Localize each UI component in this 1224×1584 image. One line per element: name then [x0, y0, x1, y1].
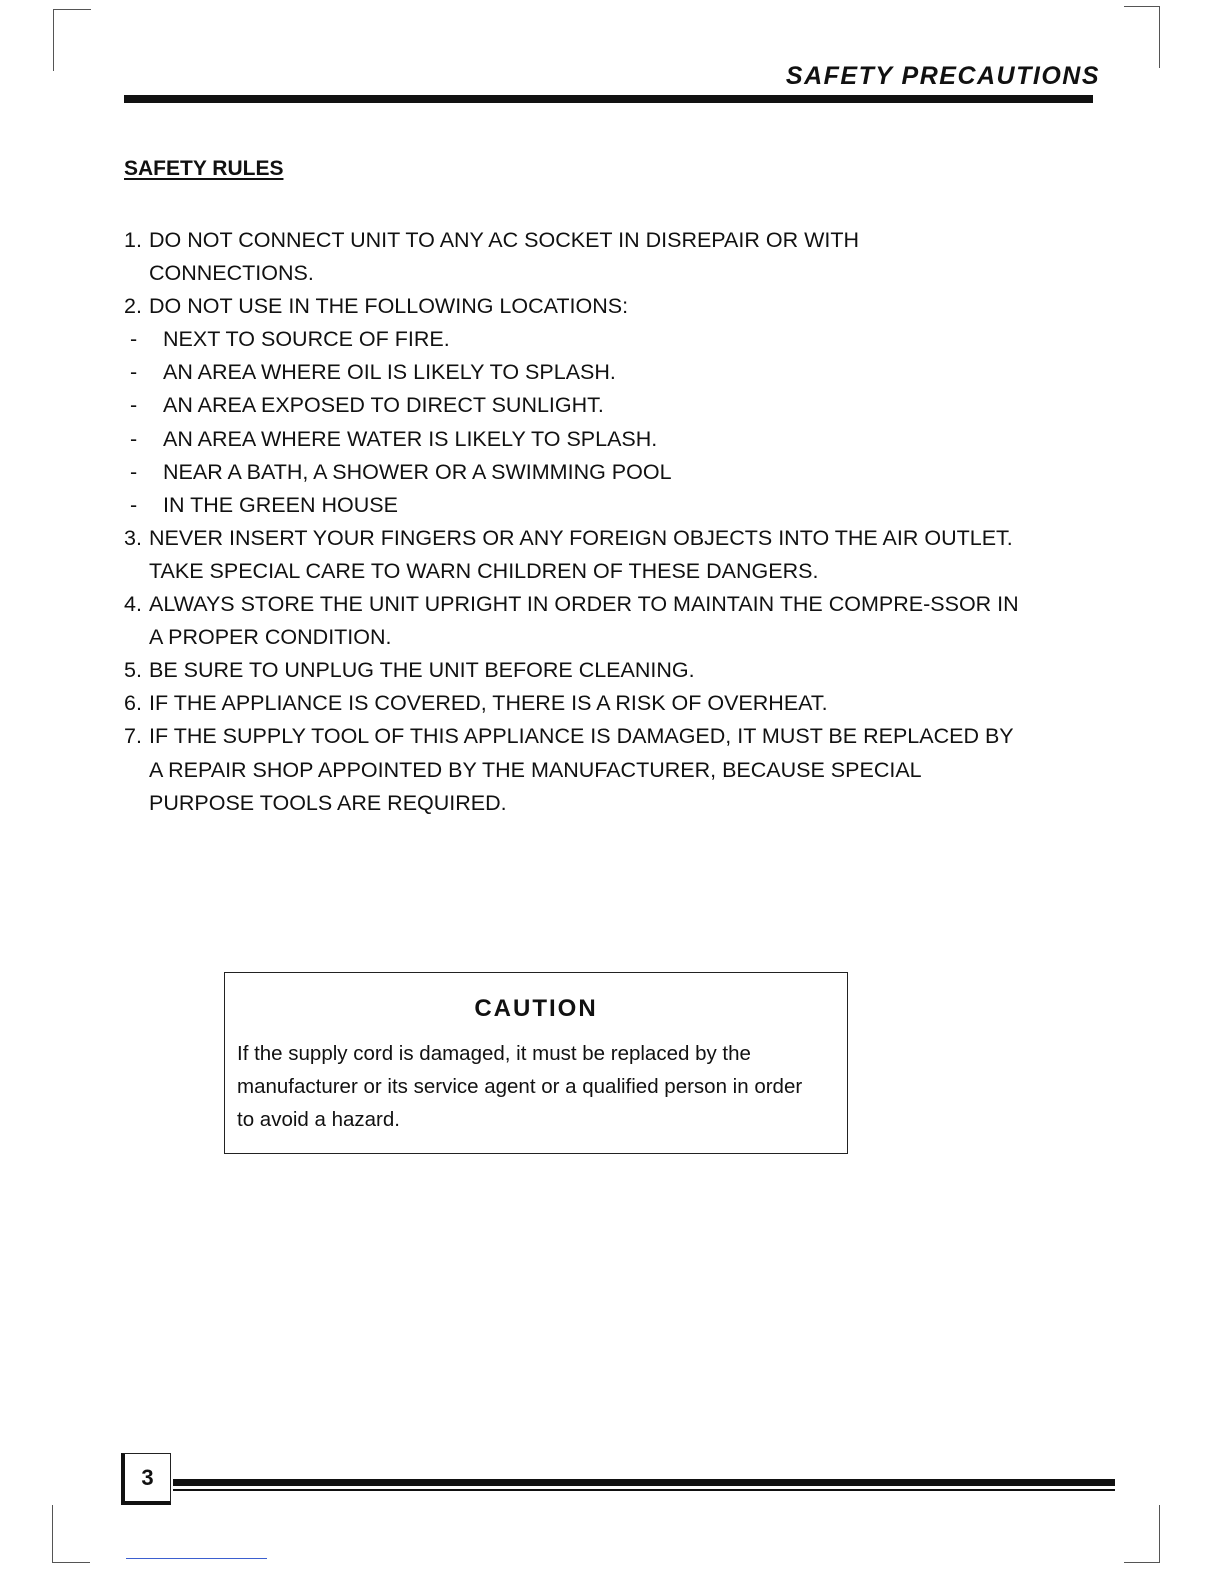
location-text: IN THE GREEN HOUSE: [163, 492, 398, 517]
rule-number: 7.: [124, 724, 142, 749]
crop-mark-top-left: [53, 9, 91, 10]
dash-marker: -: [130, 459, 138, 484]
location-text: AN AREA EXPOSED TO DIRECT SUNLIGHT.: [163, 393, 604, 418]
rule-item: [124, 720, 1024, 819]
caution-box: [224, 972, 848, 1154]
footer-divider: [173, 1479, 1115, 1486]
location-item: [124, 423, 1024, 456]
rule-number: 1.: [124, 228, 142, 252]
rule-item: [124, 224, 1024, 290]
rule-text: IF THE APPLIANCE IS COVERED, THERE IS A RISK OF OVERHEAT.: [149, 691, 828, 716]
rule-item: [124, 522, 1024, 588]
dash-marker: -: [130, 360, 138, 385]
rule-item: [124, 588, 1024, 654]
rule-text: ALWAYS STORE THE UNIT UPRIGHT IN ORDER TO MAINTAIN THE COMPRE-SSOR IN A PROPER CONDITION.: [149, 592, 1019, 650]
rule-item: [124, 654, 1024, 687]
caution-title: CAUTION: [474, 995, 598, 1022]
rule-text: NEVER INSERT YOUR FINGERS OR ANY FOREIGN OBJECTS INTO THE AIR OUTLET. TAKE SPECIAL CARE TO WARN CHILDREN OF THESE DANGERS.: [149, 525, 1013, 583]
location-text: NEAR A BATH, A SHOWER OR A SWIMMING POOL: [163, 459, 672, 484]
dash-marker: -: [130, 327, 138, 352]
crop-mark-bottom-left: [52, 1505, 53, 1563]
rule-text: IF THE SUPPLY TOOL OF THIS APPLIANCE IS DAMAGED, IT MUST BE REPLACED BY A REPAIR SHOP APPOINTED BY THE MANUFACTURER, BECAUSE SPECIAL PURPOSE TOOLS ARE REQUIRED.: [149, 724, 1014, 815]
crop-mark-bottom-right: [1159, 1505, 1160, 1563]
rule-number: 6.: [124, 691, 142, 716]
dash-marker: -: [130, 426, 138, 451]
rule-number: 2.: [124, 294, 142, 319]
crop-mark-top-right: [1159, 6, 1160, 68]
rule-item: [124, 290, 1024, 323]
safety-rules-list: [124, 224, 1024, 820]
location-item: [124, 456, 1024, 489]
location-text: AN AREA WHERE OIL IS LIKELY TO SPLASH.: [163, 360, 616, 385]
rule-text: DO NOT USE IN THE FOLLOWING LOCATIONS:: [149, 294, 629, 319]
location-item: [124, 323, 1024, 356]
dash-marker: -: [130, 393, 138, 418]
page-number: 3: [121, 1453, 171, 1505]
header-divider: [124, 95, 1093, 103]
crop-mark-top-right: [1124, 6, 1160, 7]
location-text: AN AREA WHERE WATER IS LIKELY TO SPLASH.: [163, 426, 658, 451]
footer-divider-thin: [173, 1489, 1115, 1491]
crop-mark-bottom-right: [1124, 1562, 1160, 1563]
rule-number: 4.: [124, 592, 142, 617]
location-list: [124, 323, 1024, 522]
location-text: NEXT TO SOURCE OF FIRE.: [163, 327, 450, 352]
rule-text: DO NOT CONNECT UNIT TO ANY AC SOCKET IN DISREPAIR OR WITH CONNECTIONS.: [149, 228, 860, 286]
dash-marker: -: [130, 492, 138, 517]
caution-text: If the supply cord is damaged, it must be replaced by the manufacturer or its service agent or a qualified person in order to avoid a hazard.: [237, 1042, 803, 1131]
crop-mark-top-left: [53, 9, 54, 71]
location-item: [124, 489, 1024, 522]
rule-number: 3.: [124, 525, 142, 550]
bottom-edge-line: [126, 1558, 267, 1559]
location-item: [124, 356, 1024, 389]
rule-text: BE SURE TO UNPLUG THE UNIT BEFORE CLEANING.: [149, 658, 695, 683]
rule-number: 5.: [124, 658, 142, 683]
crop-mark-bottom-left: [52, 1562, 90, 1563]
page-header-title: SAFETY PRECAUTIONS: [785, 62, 1100, 90]
section-title: SAFETY RULES: [124, 157, 284, 180]
rule-item: [124, 687, 1024, 720]
location-item: [124, 389, 1024, 422]
